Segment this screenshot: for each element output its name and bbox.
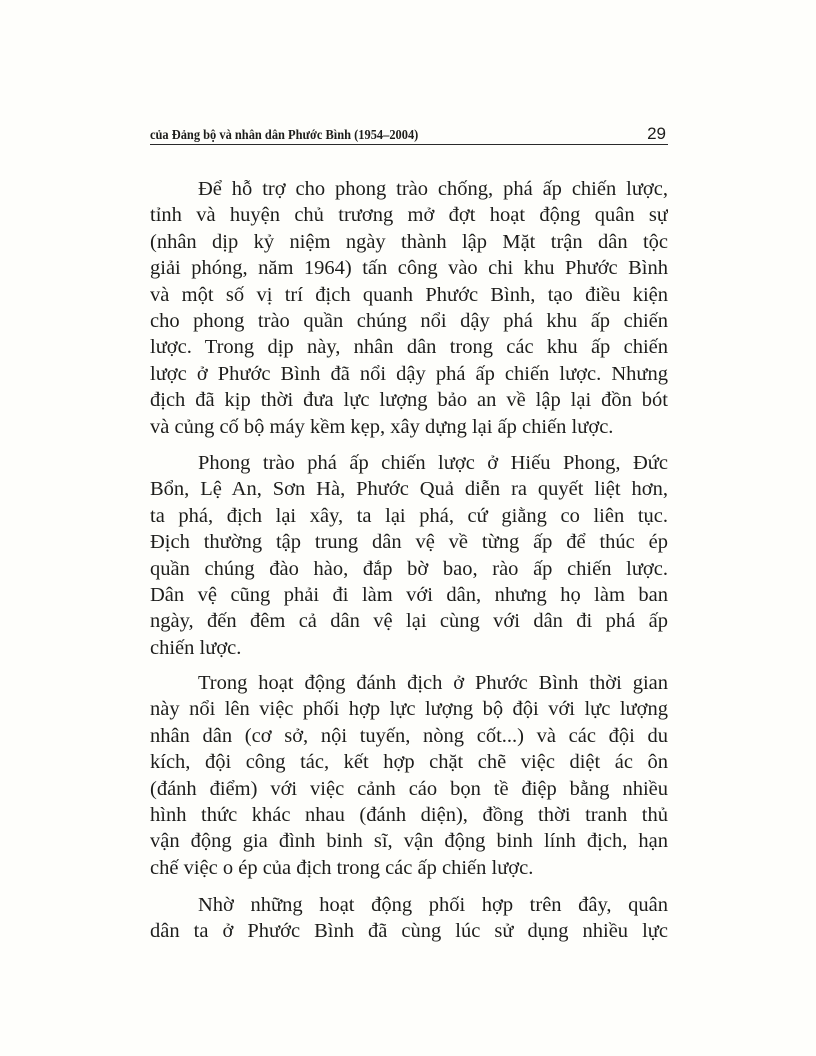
text-line: hình thức khác nhau (đánh diện), đồng thời tranh thủ — [150, 803, 668, 826]
text-line: Phong trào phá ấp chiến lược ở Hiếu Phong, Đức — [198, 452, 668, 474]
text-line: (đánh điểm) với việc cảnh cáo bọn tề điệp bằng nhiều — [150, 777, 668, 800]
text-line: quần chúng đào hào, đắp bờ bao, rào ấp chiến lược. — [150, 557, 668, 580]
paragraph — [150, 892, 668, 945]
text-line: chiến lược. — [150, 636, 242, 659]
text-line: vận động gia đình binh sĩ, vận động binh lính địch, hạn — [150, 830, 668, 853]
text-line: Bổn, Lệ An, Sơn Hà, Phước Quả diễn ra quyết liệt hơn, — [150, 478, 668, 501]
text-line: giải phóng, năm 1964) tấn công vào chi khu Phước Bình — [150, 257, 668, 280]
text-line: lược. Trong dịp này, nhân dân trong các khu ấp chiến — [150, 336, 668, 359]
text-line: và một số vị trí địch quanh Phước Bình, tạo điều kiện — [150, 283, 668, 306]
text-line: Địch thường tập trung dân vệ về từng ấp để thúc ép — [150, 531, 668, 554]
text-line: nhân dân (cơ sở, nội tuyến, nòng cốt...) và các đội du — [150, 724, 668, 747]
paragraph — [150, 176, 668, 440]
text-line: Để hỗ trợ cho phong trào chống, phá ấp chiến lược, — [198, 178, 668, 200]
text-line: chế việc o ép của địch trong các ấp chiến lược. — [150, 856, 534, 879]
text-line: này nổi lên việc phối hợp lực lượng bộ đội với lực lượng — [150, 698, 668, 721]
page-number: 29 — [647, 124, 666, 143]
text-line: kích, đội công tác, kết hợp chặt chẽ việc diệt ác ôn — [150, 751, 668, 774]
text-line: ta phá, địch lại xây, ta lại phá, cứ giằng co liên tục. — [150, 504, 668, 527]
text-line: và củng cố bộ máy kềm kẹp, xây dựng lại ấp chiến lược. — [150, 415, 614, 438]
text-line: (nhân dịp kỷ niệm ngày thành lập Mặt trận dân tộc — [150, 230, 668, 253]
running-header — [150, 124, 668, 145]
text-line: Trong hoạt động đánh địch ở Phước Bình thời gian — [198, 672, 668, 694]
paragraph — [150, 450, 668, 661]
paragraph — [150, 670, 668, 881]
text-line: cho phong trào quần chúng nổi dậy phá khu ấp chiến — [150, 309, 668, 332]
text-line: địch đã kịp thời đưa lực lượng bảo an về lập lại đồn bót — [150, 389, 668, 412]
running-header-title: của Đảng bộ và nhân dân Phước Bình (1954–2004) — [150, 127, 419, 142]
text-line: Dân vệ cũng phải đi làm với dân, nhưng họ làm ban — [150, 583, 668, 606]
text-line: tỉnh và huyện chủ trương mở đợt hoạt động quân sự — [150, 204, 668, 227]
text-line: lược ở Phước Bình đã nổi dậy phá ấp chiến lược. Nhưng — [150, 362, 668, 385]
text-line: Nhờ những hoạt động phối hợp trên đây, quân — [198, 894, 668, 916]
text-line: ngày, đến đêm cả dân vệ lại cùng với dân đi phá ấp — [150, 610, 668, 633]
text-line: dân ta ở Phước Bình đã cùng lúc sử dụng nhiều lực — [150, 920, 668, 943]
